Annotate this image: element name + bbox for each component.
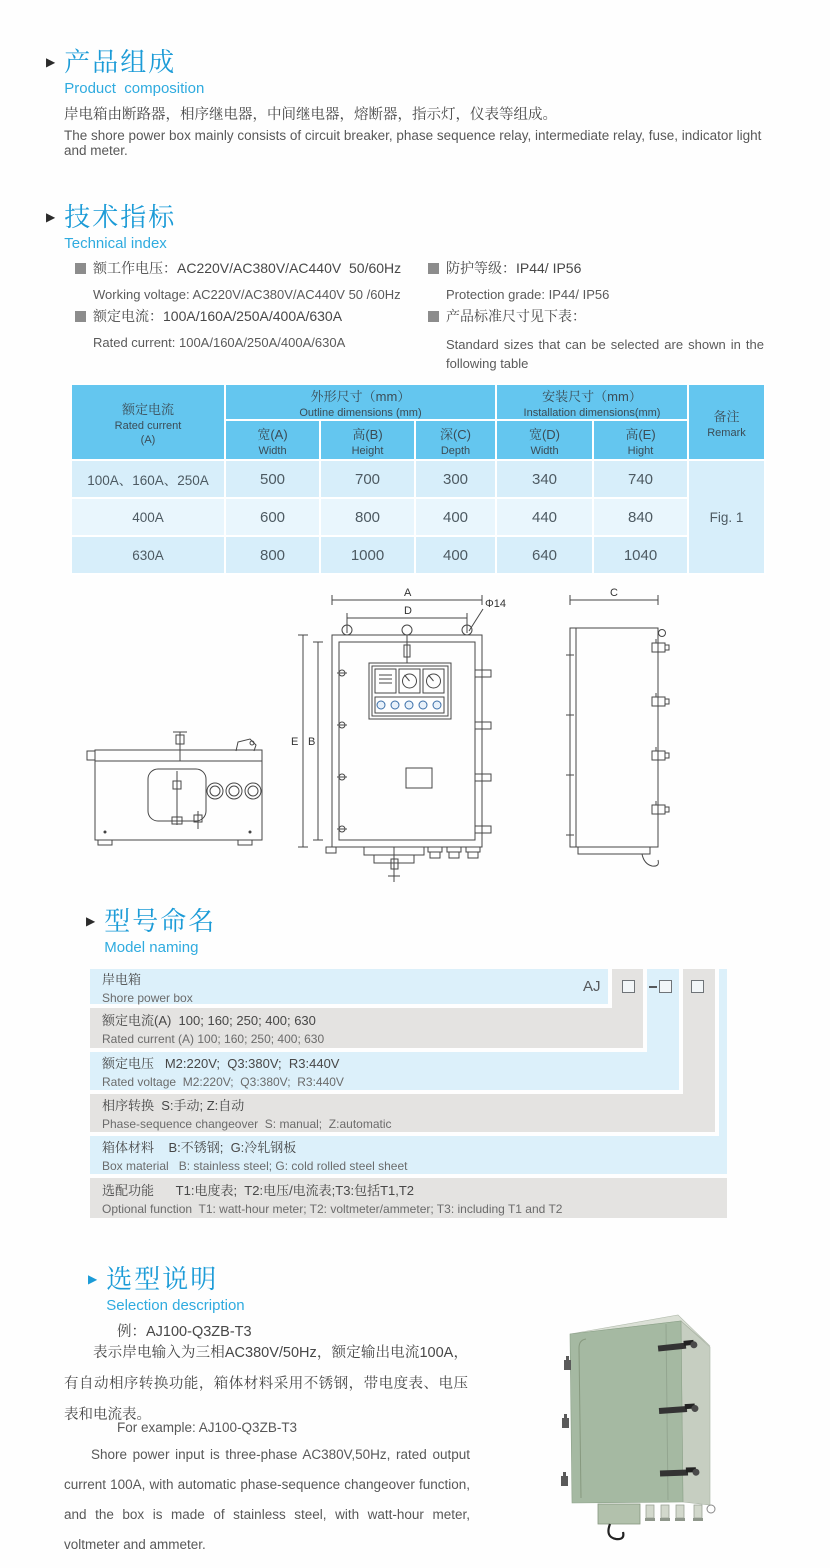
triangle-bullet-icon: ▶ (46, 210, 56, 224)
section-selection-header (88, 1264, 245, 1314)
table-cell: 300 (415, 460, 496, 498)
naming-row-zh: 额定电流(A) 100; 160; 250; 400; 630 (102, 1013, 316, 1028)
header-rated-current (71, 384, 225, 460)
product-photo (548, 1302, 788, 1562)
naming-title-zh: 型号命名 (104, 906, 217, 936)
header-en: Depth (440, 444, 471, 457)
table-cell: 800 (320, 498, 415, 536)
technical-title-zh: 技术指标 (64, 202, 177, 232)
technical-title-en: Technical index (64, 235, 167, 252)
dim-label-a: A (404, 587, 412, 599)
triangle-bullet-icon: ▶ (86, 914, 96, 928)
header-en: Remark (707, 426, 746, 439)
selection-paragraph-zh: 表示岸电输入为三相AC380V/50Hz，额定输出电流100A，有自动相序转换功能，箱体材料采用不锈钢，带电度表、电压表和电流表。 (64, 1345, 468, 1423)
section-selection-titles (106, 1264, 244, 1314)
table-cell: 400 (415, 536, 496, 574)
table-cell-remark: Fig. 1 (688, 460, 765, 574)
header-en: Rated current (114, 419, 182, 432)
selection-paragraph-en: Shore power input is three-phase AC380V,50Hz, rated output current 100A, with automatic phase-sequence changeover function, and the box is made of stainless steel, with watt-hour meter, voltmeter and ammeter. (64, 1447, 470, 1552)
dim-label-d: D (404, 605, 412, 617)
header-outline-dimensions (225, 384, 496, 420)
naming-row-zh: 选配功能 T1:电度表; T2:电压/电流表;T3:包括T1,T2 (102, 1183, 415, 1198)
triangle-bullet-icon: ▶ (88, 1272, 98, 1286)
naming-column-4 (719, 969, 727, 1137)
header-unit: (A) (140, 433, 156, 446)
header-en: Width (530, 444, 559, 457)
section-naming-titles (104, 906, 216, 956)
spec-zh-line (428, 306, 764, 326)
composition-body-zh: 岸电箱由断路器，相序继电器，中间继电器，熔断器，指示灯，仪表等组成。 (64, 107, 557, 123)
spec-zh-line (75, 258, 401, 278)
spec-text: 产品标准尺寸见下表： (446, 308, 586, 324)
selection-title-en: Selection description (106, 1297, 245, 1314)
naming-row-phase-sequence (90, 1094, 715, 1132)
naming-title-en: Model naming (104, 939, 199, 956)
naming-row-zh: 岸电箱 (102, 971, 142, 987)
square-bullet-icon (428, 263, 439, 274)
header-zh: 外形尺寸（mm） (310, 388, 411, 404)
spec-zh-line (75, 306, 345, 326)
naming-row-shore-power-box (90, 969, 608, 1004)
selection-example-zh: 例：AJ100-Q3ZB-T3 (117, 1324, 252, 1340)
square-bullet-icon (75, 263, 86, 274)
naming-row-en: Shore power box (102, 990, 193, 1005)
model-code-box-3 (691, 980, 704, 993)
header-zh: 高(B) (352, 426, 383, 442)
dim-label-phi14: Φ14 (485, 598, 507, 610)
header-zh: 安装尺寸（mm） (542, 388, 642, 404)
table-cell: 800 (225, 536, 320, 574)
table-cell: 400 (415, 498, 496, 536)
naming-row-zh: 箱体材料 B:不锈钢; G:冷轧钢板 (102, 1140, 297, 1155)
header-en: Outline dimensions (mm) (299, 406, 422, 419)
model-code-prefix: AJ (583, 978, 601, 995)
header-zh: 宽(A) (257, 426, 288, 442)
spec-protection-grade (428, 258, 609, 302)
table-cell: 840 (593, 498, 688, 536)
section-composition-header (46, 47, 204, 97)
header-en: Installation dimensions(mm) (523, 406, 661, 419)
spec-text: 额定电流：100A/160A/250A/400A/630A (93, 308, 343, 324)
section-naming-header (86, 906, 216, 956)
header-installation-dimensions (496, 384, 688, 420)
table-cell: 340 (496, 460, 593, 498)
table-row-current: 100A、160A、250A (71, 460, 225, 498)
model-code-dash (649, 986, 657, 988)
outline-drawing (70, 585, 770, 895)
header-zh: 深(C) (439, 426, 472, 442)
naming-row-en: Rated current (A) 100; 160; 250; 400; 630 (102, 1032, 325, 1046)
header-en: Height (351, 444, 384, 457)
header-zh: 宽(D) (528, 426, 561, 442)
table-cell: 440 (496, 498, 593, 536)
naming-row-optional-function (90, 1178, 727, 1218)
dim-label-c: C (610, 587, 618, 599)
header-depth-c (415, 420, 496, 460)
spec-en-line: Rated current: 100A/160A/250A/400A/630A (93, 335, 346, 350)
triangle-bullet-icon: ▶ (46, 55, 56, 69)
spec-working-voltage (75, 258, 401, 302)
square-bullet-icon (428, 311, 439, 322)
header-en: Hight (627, 444, 654, 457)
dim-label-b: B (308, 736, 316, 748)
table-cell: 1040 (593, 536, 688, 574)
header-height-e (593, 420, 688, 460)
naming-row-en: Phase-sequence changeover S: manual; Z:automatic (102, 1117, 392, 1131)
section-composition-titles (64, 47, 204, 97)
dim-label-e: E (291, 736, 299, 748)
section-technical-header (46, 202, 176, 252)
table-cell: 740 (593, 460, 688, 498)
size-table (70, 383, 766, 575)
selection-example-en: For example: AJ100-Q3ZB-T3 (117, 1420, 298, 1435)
table-cell: 500 (225, 460, 320, 498)
naming-row-en: Rated voltage M2:220V; Q3:380V; R3:440V (102, 1075, 344, 1089)
composition-body-en: The shore power box mainly consists of circuit breaker, phase sequence relay, intermediate relay, fuse, indicator light and meter. (64, 128, 762, 158)
table-cell: 1000 (320, 536, 415, 574)
spec-text: 额工作电压：AC220V/AC380V/AC440V 50/60Hz (93, 260, 402, 276)
header-zh: 高(E) (625, 426, 656, 442)
spec-en-line: Working voltage: AC220V/AC380V/AC440V 50 /60Hz (93, 287, 401, 302)
table-cell: 600 (225, 498, 320, 536)
naming-row-zh: 相序转换 S:手动; Z:自动 (102, 1098, 245, 1113)
selection-title-zh: 选型说明 (106, 1264, 219, 1294)
header-width-a (225, 420, 320, 460)
spec-text: 防护等级：IP44/ IP56 (446, 260, 582, 276)
naming-row-en: Optional function T1: watt-hour meter; T2: voltmeter/ammeter; T3: including T1 and T2 (102, 1202, 563, 1216)
naming-row-rated-current (90, 1008, 643, 1048)
header-height-b (320, 420, 415, 460)
header-zh: 备注 (713, 408, 740, 424)
model-code-box-2 (659, 980, 672, 993)
naming-row-en: Box material B: stainless steel; G: cold rolled steel sheet (102, 1159, 408, 1173)
section-technical-titles (64, 202, 176, 252)
composition-title-zh: 产品组成 (64, 47, 177, 77)
composition-title-en: Product composition (64, 80, 205, 97)
table-row-current: 630A (71, 536, 225, 574)
spec-en-line: Standard sizes that can be selected are shown in the following table (446, 337, 764, 371)
header-width-d (496, 420, 593, 460)
spec-zh-line (428, 258, 609, 278)
header-zh: 额定电流 (121, 401, 174, 417)
header-remark (688, 384, 765, 460)
spec-standard-sizes (428, 306, 764, 373)
naming-row-rated-voltage (90, 1052, 679, 1090)
square-bullet-icon (75, 311, 86, 322)
naming-row-zh: 额定电压 M2:220V; Q3:380V; R3:440V (102, 1056, 340, 1071)
model-code-box-1 (622, 980, 635, 993)
spec-en-line: Protection grade: IP44/ IP56 (446, 287, 610, 302)
table-cell: 640 (496, 536, 593, 574)
spec-rated-current (75, 306, 345, 350)
header-en: Width (258, 444, 287, 457)
table-cell: 700 (320, 460, 415, 498)
table-row-current: 400A (71, 498, 225, 536)
naming-row-box-material (90, 1136, 727, 1174)
